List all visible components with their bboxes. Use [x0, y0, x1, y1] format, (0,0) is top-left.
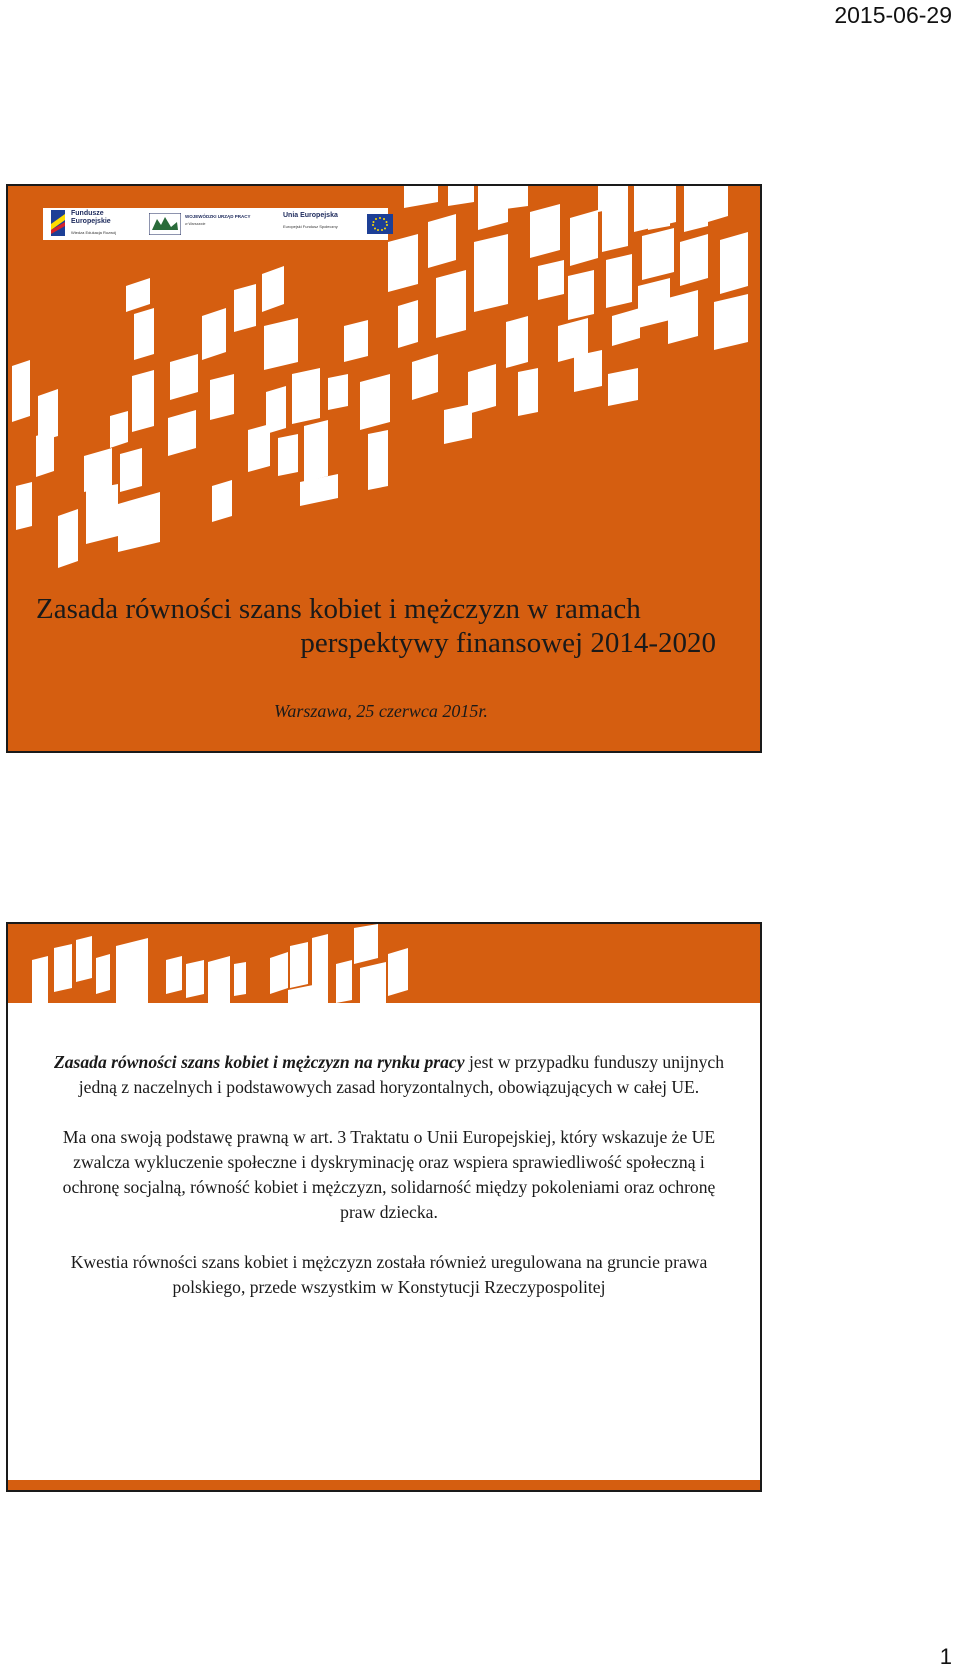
wup-logo	[149, 208, 257, 240]
fe-logo-name: Fundusze Europejskie	[71, 210, 111, 225]
paragraph-1-lead: Zasada równości szans kobiet i mężczyzn na rynku pracy	[53, 1052, 465, 1072]
fundusze-europejskie-logo	[51, 208, 141, 240]
ue-logo-name: Unia Europejska	[283, 212, 338, 219]
footer-band	[8, 1480, 760, 1490]
ue-logo-tagline: Europejski Fundusz Społeczny	[283, 224, 338, 229]
decorative-window-pattern	[8, 924, 760, 1003]
decorative-window-pattern	[8, 186, 760, 751]
paragraph-3: Kwestia równości szans kobiet i mężczyzn została również uregulowana na gruncie prawa polskiego, przede wszystkim w Konstytucji Rzeczypospolitej	[70, 1252, 708, 1297]
slide-title-text	[22, 592, 744, 660]
slide-body	[48, 1050, 730, 1325]
wup-logo-tagline: w Warszawie	[185, 222, 206, 226]
title-line-1: Zasada równości szans kobiet i mężczyzn w ramach	[36, 593, 641, 625]
eu-flag-icon	[367, 214, 393, 234]
paragraph-1	[48, 1050, 730, 1100]
wup-emblem-icon	[149, 213, 181, 235]
title-line-2: perspektywy finansowej 2014-2020	[300, 627, 716, 659]
paragraph-2: Ma ona swoją podstawę prawną w art. 3 Traktatu o Unii Europejskiej, który wskazuje że UE zwalcza wykluczenie społeczne i dyskryminację oraz wspiera sprawiedliwość społeczną i ochronę socjalną, równość kobiet i mężczyzn, solidarność między pokoleniami oraz ochronę praw dziecka.	[62, 1127, 716, 1222]
unia-europejska-logo	[281, 208, 393, 240]
wup-logo-name: WOJEWÓDZKI URZĄD PRACY	[185, 214, 251, 219]
fe-logo-tagline: Wiedza Edukacja Rozwój	[71, 230, 117, 235]
logo-bar	[43, 208, 388, 240]
fe-flag-icon	[51, 210, 67, 238]
slide-subtitle: Warszawa, 25 czerwca 2015r.	[274, 701, 488, 721]
slide-content	[6, 922, 762, 1492]
paragraph-1-rest: jest w przypadku funduszy unijnych jedną z naczelnych i podstawowych zasad horyzontalnych, obowiązujących w całej UE.	[78, 1052, 725, 1097]
page-date: 2015-06-29	[834, 2, 952, 28]
page-number: 1	[939, 1644, 952, 1669]
slide-title	[6, 184, 762, 753]
